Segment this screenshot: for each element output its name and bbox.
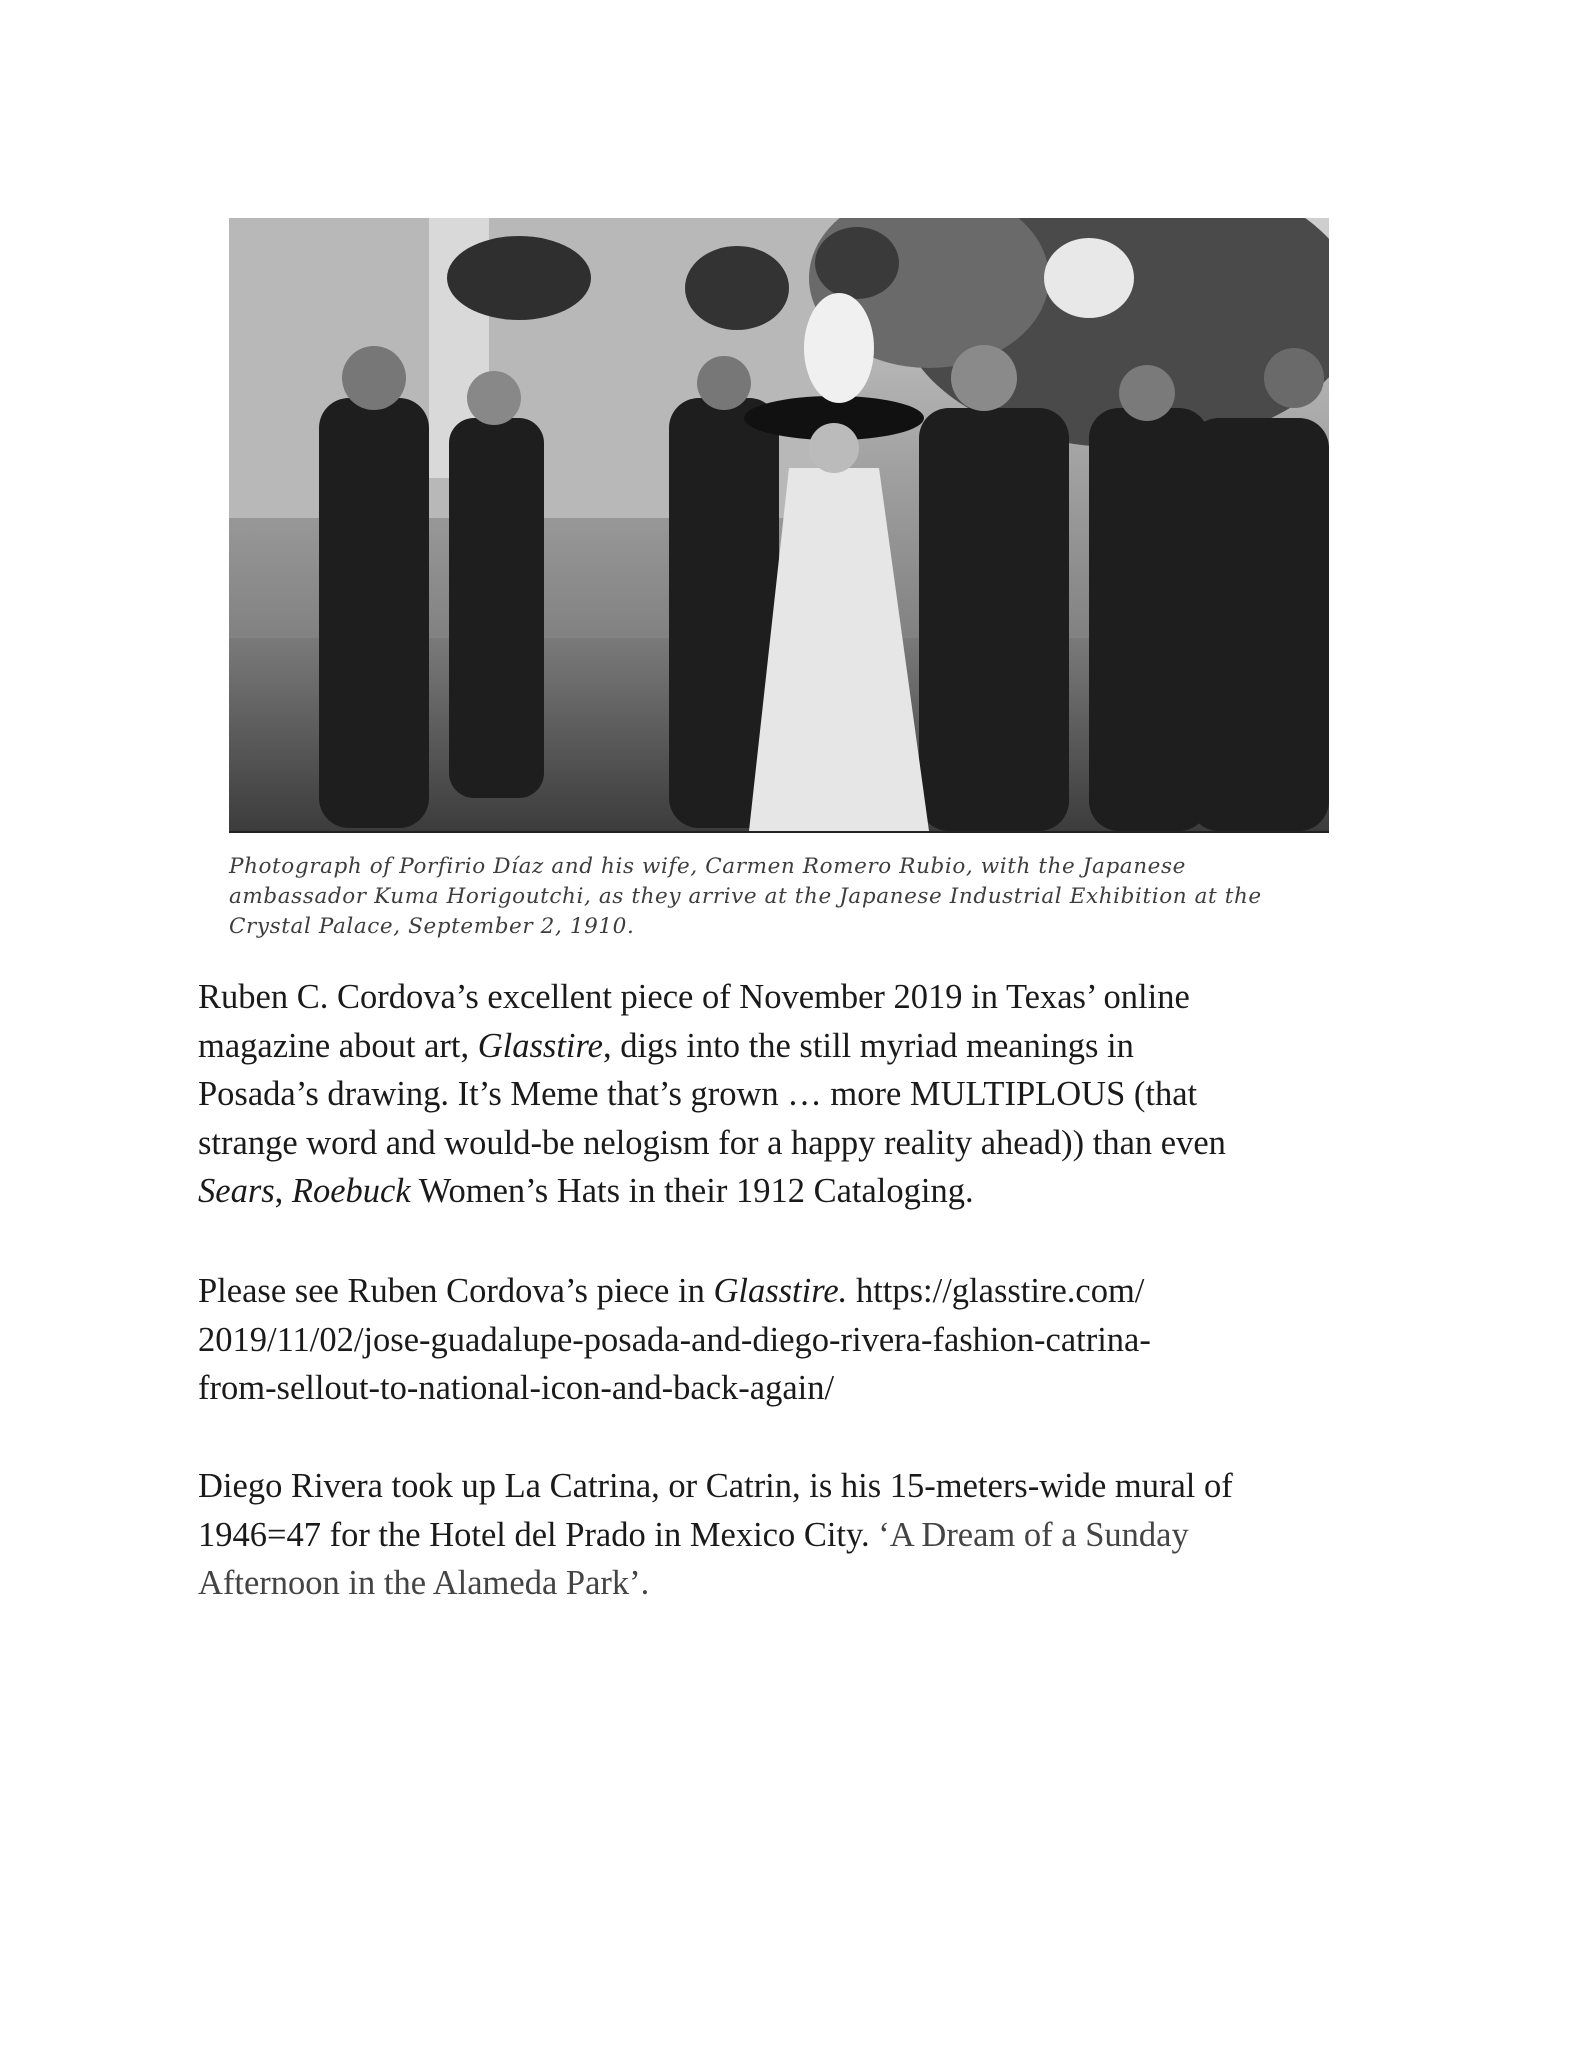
catalog-name-roebuck: Roebuck: [291, 1172, 411, 1210]
caption-line-3: Crystal Palace, September 2, 1910.: [229, 914, 635, 939]
mural-title: ‘A Dream of a Sunday: [878, 1515, 1189, 1554]
text-segment: Please see Ruben Cordova’s piece in: [198, 1272, 714, 1310]
paragraph-rivera-mural: [198, 1462, 1428, 1608]
photo-caption: [229, 852, 1349, 942]
historical-photograph: [229, 218, 1329, 833]
paragraph3-line-3: Afternoon in the Alameda Park’.: [198, 1564, 650, 1602]
paragraph2-line-1: [198, 1267, 1428, 1316]
paragraph3-line-2: [198, 1511, 1428, 1560]
photo-icon: [229, 218, 1329, 831]
magazine-title: Glasstire.: [713, 1272, 848, 1310]
catalog-name-sears: Sears: [198, 1172, 275, 1210]
paragraph1-line-5: [198, 1167, 1428, 1216]
caption-line-2: ambassador Kuma Horigoutchi, as they arrive at the Japanese Industrial Exhibition at the: [229, 884, 1262, 909]
paragraph-cordova-piece: [198, 973, 1428, 1216]
text-segment: magazine about art,: [198, 1026, 478, 1065]
paragraph1-line-3: Posada’s drawing. It’s Meme that’s grown … more MULTIPLOUS (that: [198, 1075, 1198, 1113]
paragraph3-line-1: Diego Rivera took up La Catrina, or Catrin, is his 15-meters-wide mural of: [198, 1467, 1233, 1505]
text-segment: Women’s Hats in their 1912 Cataloging.: [410, 1172, 974, 1210]
text-segment: ,: [274, 1172, 292, 1210]
paragraph-glasstire-link: [198, 1267, 1428, 1413]
magazine-title: Glasstire: [477, 1026, 603, 1065]
url-segment: https://glasstire.com/: [847, 1272, 1145, 1310]
paragraph2-line-3: from-sellout-to-national-icon-and-back-again/: [198, 1369, 835, 1407]
caption-line-1: Photograph of Porfirio Díaz and his wife, Carmen Romero Rubio, with the Japanese: [229, 854, 1186, 879]
paragraph1-line-2: [198, 1022, 1428, 1071]
paragraph2-line-2: 2019/11/02/jose-guadalupe-posada-and-diego-rivera-fashion-catrina-: [198, 1320, 1151, 1359]
paragraph1-line-1: Ruben C. Cordova’s excellent piece of November 2019 in Texas’ online: [198, 978, 1190, 1016]
text-segment: , digs into the still myriad meanings in: [602, 1026, 1134, 1065]
paragraph1-line-4: strange word and would-be nelogism for a happy reality ahead)) than even: [198, 1123, 1226, 1162]
text-segment: 1946=47 for the Hotel del Prado in Mexico City.: [198, 1515, 879, 1554]
